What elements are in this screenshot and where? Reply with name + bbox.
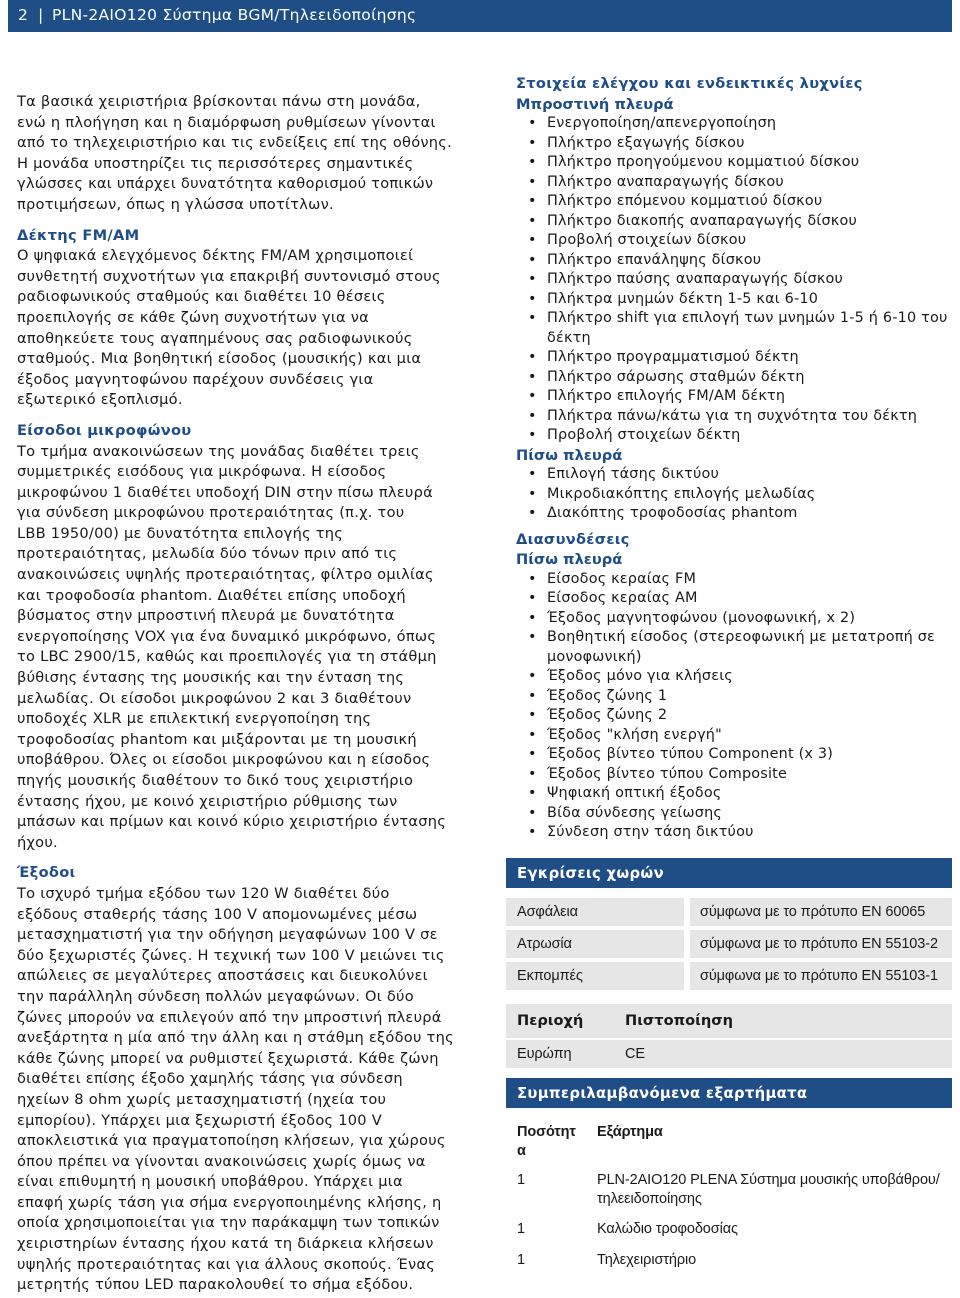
text-line: μπάσων και πρίμων και κοινό κύριο χειριστήριο έντασης — [17, 813, 447, 831]
rear-panel-list — [516, 465, 952, 524]
list-item: • Πλήκτρο σάρωσης σταθμών δέκτη — [516, 368, 952, 388]
list-item: • Πλήκτρα μνημών δέκτη 1-5 και 6-10 — [516, 290, 952, 310]
text-line: ζώνες μπορούν να επιλεγούν από την μπροστινή πλευρά — [17, 1008, 442, 1026]
text-line: μελωδίας. Οι είσοδοι μικροφώνου 2 και 3 διαθέτουν — [17, 689, 412, 707]
text-line: έξοδος μαγνητοφώνου παρέχουν συνδέσεις για — [17, 370, 374, 388]
list-item: • Είσοδος κεραίας FM — [516, 570, 952, 590]
certification-header-row — [506, 1004, 952, 1038]
connections-rear-label: Πίσω πλευρά — [516, 551, 623, 569]
text-line: μετρητής τύπου LED παρακολουθεί το σήμα εξόδου. — [17, 1276, 414, 1294]
list-item: • Είσοδος κεραίας AM — [516, 589, 952, 609]
approval-row — [506, 930, 952, 958]
included-parts-heading-bar: Συμπεριλαμβανόμενα εξαρτήματα — [506, 1078, 952, 1108]
text-line: προεπιλογής σε κάθε ζώνη συχνοτήτων για να — [17, 308, 370, 326]
list-item: • Διακόπτης τροφοδοσίας phantom — [516, 504, 952, 524]
list-item: • Ενεργοποίηση/απενεργοποίηση — [516, 114, 952, 134]
list-item: • Προβολή στοιχείων δίσκου — [516, 231, 952, 251]
left-column — [17, 92, 465, 1296]
part-quantity: 1 — [517, 1172, 525, 1188]
list-item: • Πλήκτρο επιλογής FM/AM δέκτη — [516, 387, 952, 407]
approval-value: σύμφωνα με το πρότυπο EN 55103-1 — [700, 968, 938, 984]
text-line: βύθισης έντασης της μουσικής και την ένταση της — [17, 669, 405, 687]
part-column-header: Εξάρτημα — [597, 1124, 663, 1140]
text-line: μετασχηματιστή για την οδήγηση μεγαφώνων 100 V σε — [17, 926, 438, 944]
list-item: • Πλήκτρο αναπαραγωγής δίσκου — [516, 173, 952, 193]
list-item: • Μικροδιακόπτης επιλογής μελωδίας — [516, 485, 952, 505]
text-line: συμμετρικές εισόδους για μικρόφωνα. Η είσοδος — [17, 463, 387, 481]
approval-value: σύμφωνα με το πρότυπο EN 55103-2 — [700, 936, 938, 952]
fm-paragraph — [17, 246, 465, 411]
front-panel-list — [516, 114, 952, 446]
text-line: διαθέτει επίσης έξοδο χαμηλής τάσης για σύνδεση — [17, 1070, 403, 1088]
mic-paragraph — [17, 442, 465, 854]
quantity-column-header-wrap: α — [517, 1143, 526, 1159]
text-line: υψηλής προτεραιότητας και για άλλους σκοπούς. Ένας — [17, 1255, 436, 1273]
text-line: ενώ η πλοήγηση και η διαμόρφωση ρυθμίσεων γίνονται — [17, 113, 436, 131]
approval-value: σύμφωνα με το πρότυπο EN 60065 — [700, 904, 926, 920]
text-line: από το τηλεχειριστήριο και τις ενδείξεις επί της οθόνης. — [17, 134, 452, 152]
text-line: Η μονάδα υποστηρίζει τις περισσότερες σημαντικές — [17, 154, 414, 172]
text-line: Το τμήμα ανακοινώσεων της μονάδας διαθέτει τρεις — [17, 442, 420, 460]
list-item: • Έξοδος ζώνης 2 — [516, 706, 952, 726]
part-name: Τηλεχειριστήριο — [597, 1252, 697, 1268]
list-item: • Έξοδος μόνο για κλήσεις — [516, 667, 952, 687]
text-line: έντασης ήχου, με κοινό χειριστήριο ρύθμισης των — [17, 792, 398, 810]
text-line: για σύνδεση μικροφώνου προτεραιότητας (π.χ. του — [17, 504, 405, 522]
list-item: • Πλήκτρο εξαγωγής δίσκου — [516, 134, 952, 154]
list-item: • Πλήκτρο προηγούμενου κομματιού δίσκου — [516, 153, 952, 173]
approval-row — [506, 898, 952, 926]
list-item: • Βοηθητική είσοδος (στερεοφωνική με μετατροπή σε μονοφωνική) — [516, 628, 952, 667]
right-column — [516, 74, 952, 843]
column-divider — [684, 898, 690, 990]
text-line: ανακοινώσεις υψηλής προτεραιότητας, φίλτρο ομιλίας — [17, 566, 434, 584]
text-line: συνθετητή συχνοτήτων για επακριβή συντονισμό στους — [17, 267, 441, 285]
text-line: LBB 1950/00) με δυνατότητα επιλογής της — [17, 524, 344, 542]
text-line: εξόδους σταθερής τάσης 100 V απομονωμένες μέσω — [17, 905, 418, 923]
certification-value: CE — [625, 1046, 645, 1062]
text-line: το LBC 2900/15, καθώς και προεπιλογές για τη στάθμη — [17, 648, 437, 666]
header-separator: | — [38, 6, 44, 24]
text-line: σταθμούς. Μια βοηθητική είσοδος (μουσικής) και μια — [17, 350, 422, 368]
approval-label: Ασφάλεια — [517, 904, 578, 920]
rear-panel-label: Πίσω πλευρά — [516, 446, 623, 464]
approval-row — [506, 962, 952, 990]
list-item: • Σύνδεση στην τάση δικτύου — [516, 823, 952, 843]
text-line: εμπορίου). Υπάρχει μια ξεχωριστή έξοδος 100 V — [17, 1111, 382, 1129]
region-value: Ευρώπη — [517, 1046, 572, 1062]
part-quantity: 1 — [517, 1252, 525, 1268]
outputs-paragraph — [17, 884, 465, 1296]
list-item: • Βίδα σύνδεσης γείωσης — [516, 804, 952, 824]
page-number: 2 — [18, 6, 29, 24]
intro-paragraph — [17, 92, 465, 216]
outputs-heading: Έξοδοι — [17, 864, 76, 882]
text-line: επαφή χωρίς τάση για σήμα ενεργοποιημένης κλήσης, η — [17, 1193, 442, 1211]
list-item: • Πλήκτρο παύσης αναπαραγωγής δίσκου — [516, 270, 952, 290]
approval-label: Ατρωσία — [517, 936, 572, 952]
text-line: όπου πρέπει να γίνονται ανακοινώσεις χωρίς όμως να — [17, 1152, 426, 1170]
part-name: PLN-2AIO120 PLENA Σύστημα μουσικής υποβάθρου/ — [597, 1172, 940, 1188]
text-line: ηχείων 8 ohm χωρίς μετασχηματιστή (ηχεία του — [17, 1090, 387, 1108]
part-name-wrap: τηλεειδοποίησης — [597, 1191, 702, 1207]
certification-row — [506, 1040, 952, 1068]
region-column-header: Περιοχή — [517, 1012, 584, 1029]
text-line: Ο ψηφιακά ελεγχόμενος δέκτης FM/AM χρησιμοποιεί — [17, 247, 414, 265]
connections-heading: Διασυνδέσεις — [516, 530, 630, 548]
text-line: οποία χρησιμοποιείται για την παράκαμψη των τοπικών — [17, 1214, 440, 1232]
text-line: κάθε ζώνης μπορεί να ρυθμιστεί ξεχωριστά. Κάθε ζώνη — [17, 1049, 439, 1067]
text-line: Το ισχυρό τμήμα εξόδου των 120 W διαθέτει δύο — [17, 884, 390, 902]
part-quantity: 1 — [517, 1221, 525, 1237]
list-item: • Έξοδος ζώνης 1 — [516, 687, 952, 707]
quantity-column-header: Ποσότητ — [517, 1124, 576, 1140]
text-line: Τα βασικά χειριστήρια βρίσκονται πάνω στη μονάδα, — [17, 93, 421, 110]
list-item: • Πλήκτρο διακοπής αναπαραγωγής δίσκου — [516, 212, 952, 232]
text-line: προτιμήσεων, όπως η γλώσσα υποτίτλων. — [17, 195, 334, 213]
page-header-bar — [8, 0, 952, 32]
list-item: • Έξοδος μαγνητοφώνου (μονοφωνική, x 2) — [516, 609, 952, 629]
list-item: • Ψηφιακή οπτική έξοδος — [516, 784, 952, 804]
text-line: γλώσσες και υπάρχει δυνατότητα καθορισμού τοπικών — [17, 175, 434, 193]
text-line: βύσματος στην μπροστινή πλευρά με δυνατότητα — [17, 607, 395, 625]
text-line: και τροφοδοσία phantom. Διαθέτει επίσης υποδοχή — [17, 586, 406, 604]
text-line: είναι επιθυμητή η μουσική υποβάθρου. Υπάρχει μια — [17, 1173, 403, 1191]
text-line: απώλειες σε μεγαλύτερες αποστάσεις και διευκολύνει — [17, 967, 428, 985]
part-name: Καλώδιο τροφοδοσίας — [597, 1221, 738, 1237]
text-line: υποβάθρου. Όλες οι είσοδοι μικροφώνου και η είσοδος — [17, 751, 431, 769]
front-panel-label: Μπροστινή πλευρά — [516, 95, 674, 113]
list-item: • Έξοδος "κλήση ενεργή" — [516, 726, 952, 746]
text-line: χειριστηρίων έντασης ήχου κατά τη διάρκεια κλήσεων — [17, 1235, 434, 1253]
list-item: • Πλήκτρο επόμενου κομματιού δίσκου — [516, 192, 952, 212]
text-line: ραδιοφωνικούς σταθμούς και διαθέτει 10 θέσεις — [17, 288, 386, 306]
text-line: εξωτερικό εξοπλισμό. — [17, 391, 183, 409]
mic-heading: Είσοδοι μικροφώνου — [17, 421, 192, 439]
document-title: PLN-2AIO120 Σύστημα BGM/Τηλεειδοποίησης — [52, 6, 417, 24]
text-line: ήχου. — [17, 833, 58, 851]
list-item: • Πλήκτρο επανάληψης δίσκου — [516, 251, 952, 271]
list-item: • Πλήκτρο shift για επιλογή των μνημών 1-5 ή 6-10 του δέκτη — [516, 309, 952, 348]
list-item: • Έξοδος βίντεο τύπου Composite — [516, 765, 952, 785]
text-line: μικροφώνου 1 διαθέτει υποδοχή DIN στην πίσω πλευρά — [17, 483, 433, 501]
approvals-heading-bar: Εγκρίσεις χωρών — [506, 858, 952, 888]
approval-label: Εκπομπές — [517, 968, 583, 984]
text-line: υποδοχές XLR με επιλεκτική ενεργοποίηση της — [17, 710, 372, 728]
text-line: δύο ξεχωριστές ζώνες. Η τεχνική των 100 V μειώνει τις — [17, 946, 445, 964]
text-line: την παράλληλη σύνδεση πολλών μεγαφώνων. Οι δύο — [17, 987, 414, 1005]
connections-list — [516, 570, 952, 843]
list-item: • Πλήκτρα πάνω/κάτω για τη συχνότητα του δέκτη — [516, 407, 952, 427]
list-item: • Επιλογή τάσης δικτύου — [516, 465, 952, 485]
controls-heading: Στοιχεία ελέγχου και ενδεικτικές λυχνίες — [516, 75, 863, 92]
text-line: αποκλειστικά για πραγματοποίηση κλήσεων, για χώρους — [17, 1132, 446, 1150]
text-line: προτεραιότητας, μελωδία δύο τόνων πριν από τις — [17, 545, 398, 563]
certification-column-header: Πιστοποίηση — [625, 1012, 734, 1029]
text-line: τροφοδοσίας phantom και μιξάρονται με τη μουσική — [17, 730, 417, 748]
text-line: πηγής μουσικής διαθέτουν το δικό τους χειριστήριο — [17, 772, 414, 789]
fm-heading: Δέκτης FM/AM — [17, 226, 140, 244]
text-line: αποθηκεύετε τους αγαπημένους σας ραδιοφωνικούς — [17, 329, 413, 347]
list-item: • Έξοδος βίντεο τύπου Component (x 3) — [516, 745, 952, 765]
text-line: ενεργοποίησης VOX για ένα δυναμικό μικρόφωνο, όπως — [17, 627, 437, 645]
text-line: ανεξάρτητα η μία από την άλλη και η στάθμη εξόδου της — [17, 1029, 454, 1047]
list-item: • Πλήκτρο προγραμματισμού δέκτη — [516, 348, 952, 368]
list-item: • Προβολή στοιχείων δέκτη — [516, 426, 952, 446]
